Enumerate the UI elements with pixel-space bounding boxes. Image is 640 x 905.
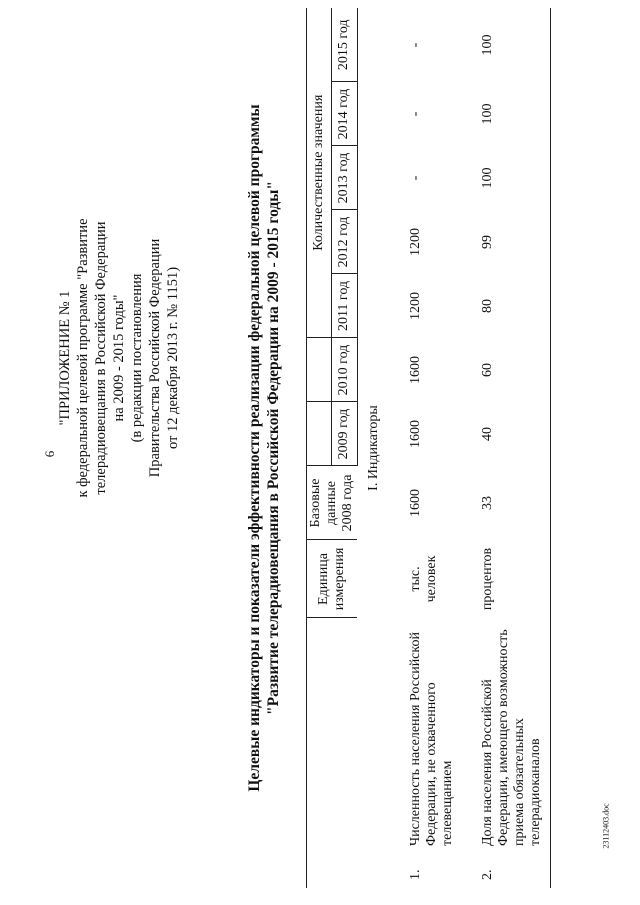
document-title <box>245 68 283 828</box>
header-base: Базовые данные 2008 года <box>307 466 358 540</box>
rotated-page-content <box>20 8 620 888</box>
indicator-name: Доля населения Российской Федерации, имеющего возможность приема обязательных телерадиоканалов <box>480 618 551 850</box>
title-line-1: Целевые индикаторы и показатели эффективности реализации федеральной целевой программы <box>246 104 263 792</box>
value-cell: 1600 <box>407 420 423 448</box>
appendix-line: на 2009 - 2015 годы" <box>111 294 127 422</box>
section-row <box>357 8 408 888</box>
value-cell: 1200 <box>407 228 423 256</box>
appendix-line: телерадиовещания в Российской Федерации <box>93 221 109 495</box>
appendix-header <box>56 28 182 688</box>
header-quantitative: Количественные значения <box>307 8 332 338</box>
header-year: 2011 год <box>332 274 357 338</box>
page-number: 6 <box>42 450 57 458</box>
value-cell: - <box>407 42 423 48</box>
value-cell: 100 <box>480 8 551 82</box>
indicators-table <box>306 8 551 888</box>
title-line-2: "Развитие телерадиовещания в Российской Федерации на 2009 - 2015 годы" <box>265 181 282 715</box>
value-cell: - <box>407 175 423 181</box>
indicator-name: Численность населения Российской Федерации, не охваченного телевещанием <box>407 632 455 846</box>
value-cell: 1600 <box>407 356 423 384</box>
header-year: 2010 год <box>332 338 357 402</box>
value-cell: 100 <box>480 146 551 210</box>
unit-cell: тыс. человек <box>407 555 439 603</box>
footer-document-code: 23112403.doc <box>601 803 611 849</box>
appendix-line: к федеральной целевой программе "Развитие <box>75 218 91 498</box>
header-year: 2013 год <box>332 146 357 210</box>
row-number: 2. <box>480 850 551 888</box>
base-cell: 1600 <box>407 489 423 517</box>
header-year: 2014 год <box>332 82 357 146</box>
header-year: 2015 год <box>332 8 357 82</box>
value-cell: 100 <box>480 82 551 146</box>
header-year: 2012 год <box>332 210 357 274</box>
table-header-row <box>307 8 332 888</box>
header-unit: Единица измерения <box>307 540 358 618</box>
value-cell: 60 <box>480 338 551 402</box>
section-title: I. Индикаторы <box>365 405 381 491</box>
value-cell: 1200 <box>407 292 423 320</box>
header-year: 2009 год <box>332 402 357 466</box>
appendix-line: (в редакции постановления <box>129 273 145 443</box>
value-cell: 80 <box>480 274 551 338</box>
row-number: 1. <box>407 869 423 880</box>
value-cell: - <box>407 111 423 117</box>
appendix-line: Правительства Российской Федерации <box>147 238 163 478</box>
appendix-line: "ПРИЛОЖЕНИЕ № 1 <box>57 290 73 426</box>
value-cell: 40 <box>480 402 551 466</box>
value-cell: 99 <box>480 210 551 274</box>
table-row <box>480 8 551 888</box>
base-cell: 33 <box>480 466 551 540</box>
appendix-line: от 12 декабря 2013 г. № 1151) <box>165 266 181 450</box>
unit-cell: процентов <box>480 540 551 618</box>
table-row <box>408 8 480 888</box>
